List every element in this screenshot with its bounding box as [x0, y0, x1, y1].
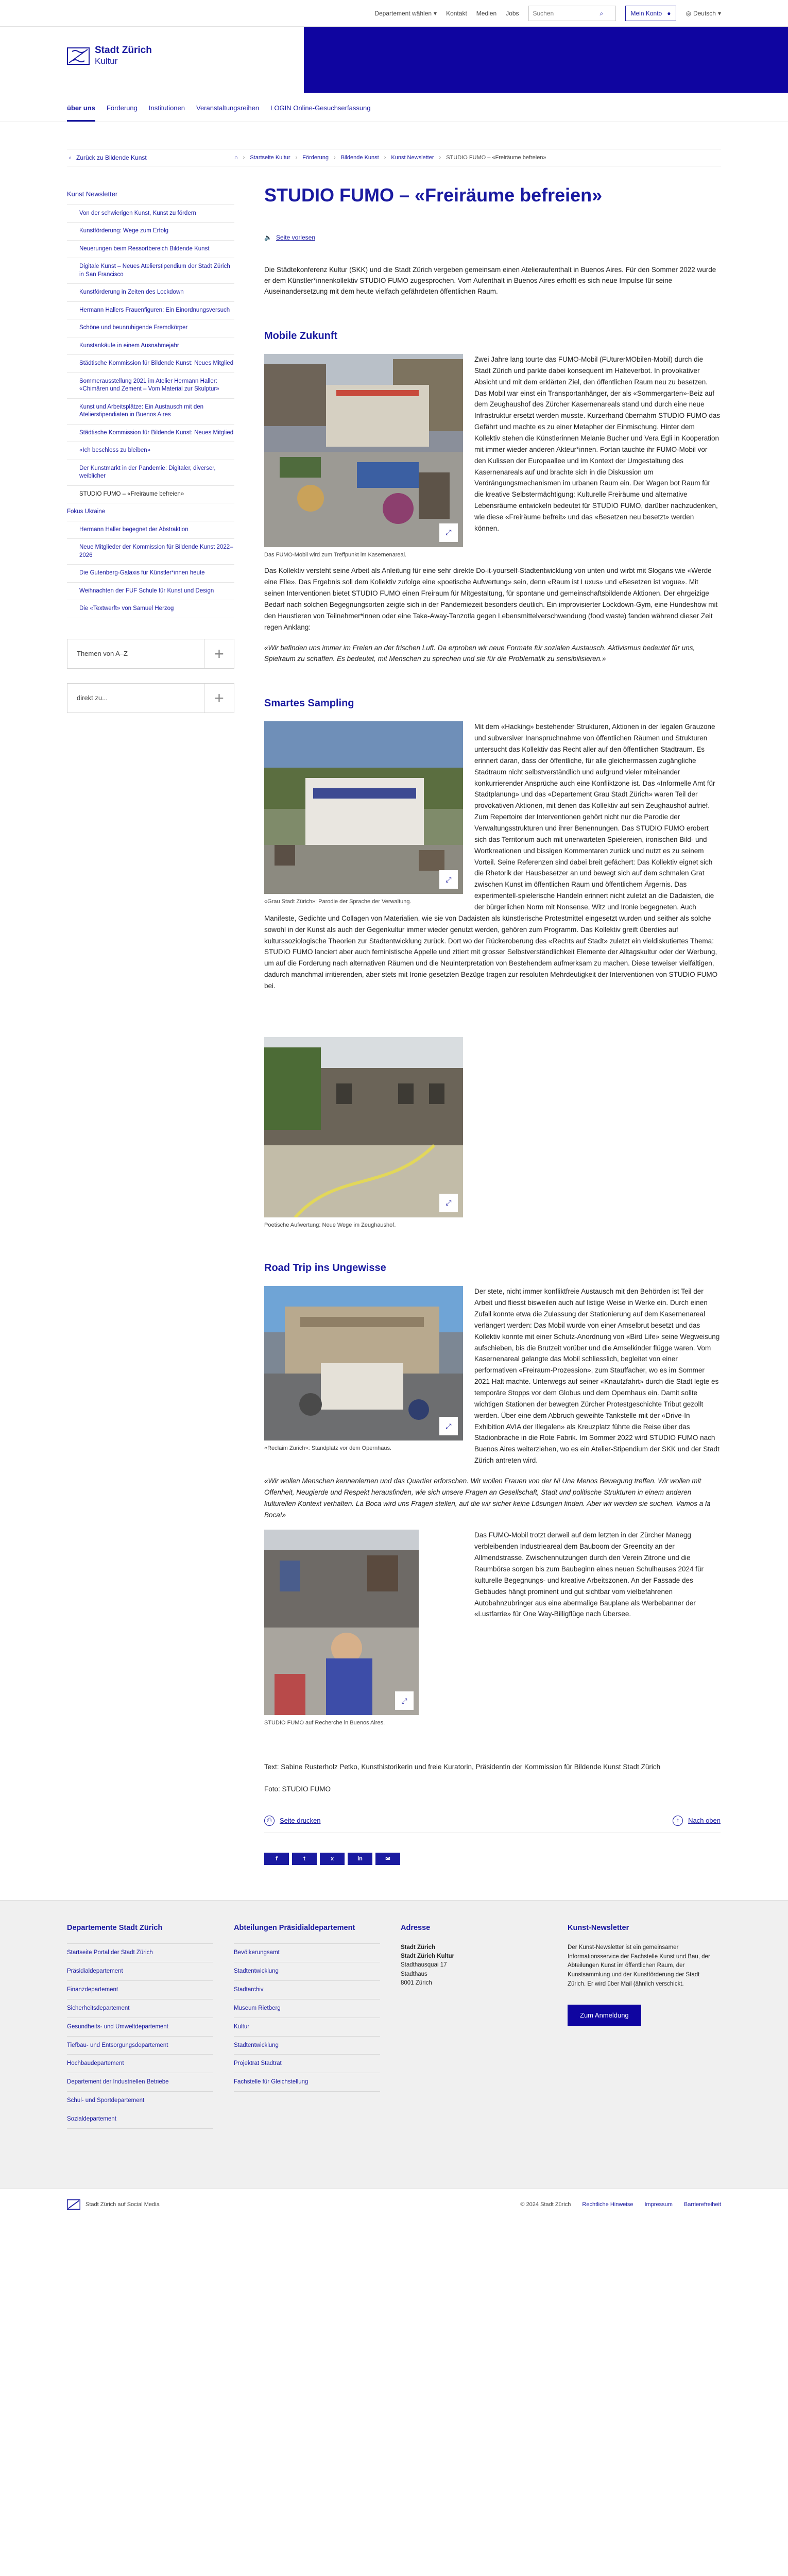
photo-fumo-mobil[interactable]: [264, 354, 463, 547]
search-icon[interactable]: ⌕: [599, 10, 604, 17]
sidebar-item[interactable]: Hermann Hallers Frauenfiguren: Ein Einordnungsversuch: [67, 302, 234, 320]
sidebar-item[interactable]: Kunst und Arbeitsplätze: Ein Austausch mit den Atelierstipendiaten in Buenos Aires: [67, 399, 234, 425]
linkedin-icon[interactable]: in: [348, 1853, 372, 1865]
footer-link[interactable]: Stadtarchiv: [234, 1981, 380, 1999]
footer-heading: Departemente Stadt Zürich: [67, 1924, 163, 1932]
contact-link[interactable]: Kontakt: [446, 10, 467, 17]
photo-grau-stadt[interactable]: [264, 721, 463, 894]
figure-caption: STUDIO FUMO auf Recherche in Buenos Aires.: [264, 1720, 385, 1726]
footer-link[interactable]: Schul- und Sportdepartement: [67, 2092, 213, 2110]
back-link[interactable]: [67, 153, 234, 162]
photo-image: [264, 354, 463, 547]
speaker-icon: 🔈: [264, 234, 272, 242]
footer-link[interactable]: Departement der Industriellen Betriebe: [67, 2073, 213, 2092]
footer-divisions: [234, 1923, 380, 2129]
footer-link[interactable]: Sicherheitsdepartement: [67, 1999, 213, 2018]
direct-to-dropdown-label: direkt zu...: [77, 694, 108, 702]
footer-heading: Kunst-Newsletter: [568, 1924, 629, 1932]
credits: [264, 1761, 721, 1795]
sidebar-item[interactable]: Kunstförderung in Zeiten des Lockdown: [67, 284, 234, 302]
footer-link[interactable]: Projektrat Stadtrat: [234, 2055, 380, 2073]
section-title: Road Trip ins Ungewisse: [264, 1262, 386, 1274]
address-department: Stadt Zürich Kultur: [401, 1953, 455, 1960]
social-media-label: Stadt Zürich auf Social Media: [85, 2201, 160, 2208]
photo-zeughaushof[interactable]: [264, 1037, 463, 1217]
breadcrumb-separator: ›: [334, 154, 336, 161]
newsletter-subscribe-button[interactable]: Zum Anmeldung: [568, 2005, 641, 2026]
user-icon: ●: [667, 10, 671, 17]
breadcrumb-current: STUDIO FUMO – «Freiräume befreien»: [446, 154, 546, 161]
jobs-link[interactable]: Jobs: [506, 10, 519, 17]
zoom-icon[interactable]: ⤢: [395, 1691, 414, 1710]
brand-color-bar: [304, 27, 788, 93]
logo-title: Stadt Zürich: [95, 45, 152, 56]
plus-icon: +: [204, 639, 234, 669]
breadcrumb-separator: ›: [243, 154, 245, 161]
utility-bar: [0, 0, 788, 27]
section-title: Smartes Sampling: [264, 698, 354, 709]
page-title: STUDIO FUMO – «Freiräume befreien»: [264, 184, 603, 206]
paragraph: Das Kollektiv versteht seine Arbeit als Anleitung für eine sehr direkte Do-it-yourself-Stadtentwicklung von unten und wirbt mit Slogans wie «Werde eine Elle». Das Ergebnis soll dem Kollektiv zufolge eine «poetische Aufwertung» sein, denn «Raum ist Luxus» und «Besetzen ist vogue». Mit seinen Interventionen bietet STUDIO FUMO einen Freiraum für Mitgestaltung, für spontane und gemeinschaftsbildende Aktionen. Der ehrgeizige Bedarf nach solchen Begegnungsorten zeigte sich in der Pandemiezeit besonders deutlich. Ein improvisierter Lockdown-Gym, eine Hundeshow mit den Haustieren von Teilnehmer*innen oder eine Take-Away-Tanzotla gegen Lebensmittelverschwendung (food waste) fanden während dieser Zeit regen Anklang:: [264, 567, 718, 631]
language-select[interactable]: [686, 9, 721, 18]
sidebar-item[interactable]: Kunstförderung: Wege zum Erfolg: [67, 223, 234, 241]
breadcrumb-item[interactable]: Förderung: [302, 154, 329, 161]
figure-caption: Poetische Aufwertung: Neue Wege im Zeughaushof.: [264, 1222, 396, 1228]
xing-icon[interactable]: x: [320, 1853, 345, 1865]
topics-dropdown-label: Themen von A–Z: [77, 650, 128, 658]
twitter-icon[interactable]: t: [292, 1853, 317, 1865]
search-box: [528, 6, 616, 21]
sidebar-item[interactable]: Der Kunstmarkt in der Pandemie: Digitaler, diverser, weiblicher: [67, 460, 234, 486]
photo-buenos-aires[interactable]: [264, 1530, 419, 1715]
breadcrumb: [234, 154, 721, 162]
nav-item-funding[interactable]: Förderung: [106, 104, 138, 112]
breadcrumb-item[interactable]: Bildende Kunst: [340, 154, 379, 161]
figure: [264, 1530, 463, 1727]
footer-link[interactable]: Bevölkerungsamt: [234, 1943, 380, 1962]
breadcrumb-item[interactable]: Kunst Newsletter: [391, 154, 434, 161]
logo-subtitle: Kultur: [95, 56, 118, 66]
imprint-link[interactable]: Impressum: [644, 2201, 673, 2208]
department-select[interactable]: [374, 9, 437, 18]
zurich-crest-icon: [67, 2199, 80, 2210]
account-button[interactable]: [625, 6, 677, 21]
footer-link[interactable]: Hochbaudepartement: [67, 2055, 213, 2073]
footer-link[interactable]: Gesundheits- und Umweltdepartement: [67, 2018, 213, 2037]
address-block: [401, 1943, 547, 1988]
photo-image: [264, 721, 463, 894]
footer-heading: Abteilungen Präsidialdepartement: [234, 1924, 355, 1932]
figure: [264, 1037, 463, 1229]
site-logo[interactable]: [67, 45, 152, 66]
sidebar-item[interactable]: Hermann Haller begegnet der Abstraktion: [67, 521, 234, 539]
chevron-down-icon: ▾: [717, 10, 721, 17]
breadcrumb-item[interactable]: Startseite Kultur: [250, 154, 290, 161]
print-button[interactable]: [264, 1816, 321, 1826]
sidebar-item[interactable]: Digitale Kunst – Neues Atelierstipendium der Stadt Zürich in San Francisco: [67, 258, 234, 284]
legal-notice-link[interactable]: Rechtliche Hinweise: [582, 2201, 633, 2208]
credit-text: Text: Sabine Rusterholz Petko, Kunsthistorikerin und freie Kuratorin, Präsidentin der Kommission für Bildende Kunst Stadt Zürich: [264, 1762, 661, 1771]
address-building: Stadthaus: [401, 1971, 427, 1977]
footer-list: [67, 1943, 213, 2129]
topics-dropdown[interactable]: [67, 639, 234, 669]
sidebar-item[interactable]: Die Gutenberg-Galaxis für Künstler*innen heute: [67, 565, 234, 583]
read-aloud-button[interactable]: [264, 233, 721, 242]
search-input[interactable]: [533, 10, 600, 17]
footer-address: [401, 1923, 547, 2129]
zoom-icon[interactable]: ⤢: [439, 1194, 458, 1212]
sidebar-item[interactable]: Städtische Kommission für Bildende Kunst: Neues Mitglied: [67, 355, 234, 373]
nav-item-series[interactable]: Veranstaltungsreihen: [196, 104, 260, 112]
sidebar-item[interactable]: Neue Mitglieder der Kommission für Bildende Kunst 2022–2026: [67, 539, 234, 565]
newsletter-text: Der Kunst-Newsletter ist ein gemeinsamer Informationsservice der Fachstelle Kunst und Bau, der Abteilungen Kunst im öffentlichen Raum, der Kunstsammlung und der Kunstförderung der Stadt Zürich. Er wird über Mail (ähnlich verschickt.: [568, 1944, 710, 1988]
read-aloud-label: Seite vorlesen: [276, 234, 315, 242]
footer-link[interactable]: Sozialdepartement: [67, 2110, 213, 2129]
footer-link[interactable]: Kultur: [234, 2018, 380, 2037]
footer-link[interactable]: Startseite Portal der Stadt Zürich: [67, 1943, 213, 1962]
main-navigation: [0, 93, 788, 122]
footer-list: [234, 1943, 380, 2092]
copyright: © 2024 Stadt Zürich: [520, 2201, 571, 2208]
sidebar-item[interactable]: Schöne und beunruhigende Fremdkörper: [67, 319, 234, 337]
photo-opernhaus[interactable]: [264, 1286, 463, 1440]
article-intro: Die Städtekonferenz Kultur (SKK) und die Stadt Zürich vergeben gemeinsam einen Atelieraufenthalt in Buenos Aires. Für den Sommer 2022 wurde er dem Künstler*innenkollektiv STUDIO FUMO zugesprochen. Vom Aufenthalt in Buenos Aires erhofft es sich neue Impulse für seine Auseinandersetzung mit dem heute vielfach gefährdeten öffentlichen Raum.: [264, 266, 716, 296]
photo-image: [264, 1037, 463, 1217]
zoom-icon[interactable]: ⤢: [439, 1417, 458, 1435]
social-media-link[interactable]: [67, 2199, 160, 2210]
print-label: Seite drucken: [280, 1816, 321, 1824]
sidebar-item[interactable]: Weihnachten der FUF Schule für Kunst und Design: [67, 583, 234, 601]
page-actions: [264, 1812, 721, 1833]
footer-newsletter: [568, 1923, 714, 2129]
footer-link[interactable]: Stadtentwicklung: [234, 1962, 380, 1981]
breadcrumb-separator: ›: [384, 154, 386, 161]
nav-item-login[interactable]: LOGIN Online-Gesuchserfassung: [270, 104, 371, 112]
sidebar-item[interactable]: Die «Textwerft» von Samuel Herzog: [67, 600, 234, 618]
address-name: Stadt Zürich: [401, 1944, 436, 1951]
plus-icon: +: [204, 683, 234, 713]
facebook-icon[interactable]: f: [264, 1853, 289, 1865]
sidebar-item[interactable]: Sommerausstellung 2021 im Atelier Hermann Haller: «Chimären und Zement – Vom Material zur Skulptur»: [67, 373, 234, 399]
zoom-icon[interactable]: ⤢: [439, 523, 458, 542]
globe-icon: ◎: [686, 10, 691, 17]
back-link-label: Zurück zu Bildende Kunst: [76, 154, 147, 161]
breadcrumb-row: [67, 149, 721, 166]
photo-image: [264, 1286, 463, 1440]
bottom-bar: [0, 2189, 788, 2225]
accessibility-link[interactable]: Barrierefreiheit: [683, 2201, 721, 2208]
photo-image: [264, 1530, 419, 1715]
site-header: [0, 27, 788, 93]
zoom-icon[interactable]: ⤢: [439, 870, 458, 889]
figure-caption: «Reclaim Zurich»: Standplatz vor dem Opernhaus.: [264, 1445, 392, 1452]
figure: [264, 721, 463, 906]
figure-caption: «Grau Stadt Zürich»: Parodie der Sprache der Verwaltung.: [264, 899, 412, 905]
sidebar-item[interactable]: Kunstankäufe in einem Ausnahmejahr: [67, 337, 234, 355]
back-to-top-button[interactable]: [673, 1816, 721, 1826]
section-title: Mobile Zukunft: [264, 330, 338, 342]
home-icon[interactable]: ⌂: [234, 154, 238, 161]
quote: «Wir befinden uns immer im Freien an der frischen Luft. Da erproben wir neue Formate für sozialen Austausch. Aktivismus bedeutet für uns, Spielraum zu schaffen. Es bedeutet, mit Menschen zu sprechen und sie für die Problematik zu sensibilisieren.»: [264, 643, 695, 663]
figure: [264, 1286, 463, 1452]
site-footer: [0, 1900, 788, 2189]
paragraph: Der stete, nicht immer konfliktfreie Austausch mit den Behörden ist Teil der Arbeit und fliesst bisweilen auch auf listige Weise in Werke ein. Durch einen Zufall konnte etwa die Zulassung der Stationierung auf dem Kasernenareal verlängert werden: Das Mobil wurde von einer Amselbrut besetzt und das Kollektiv konnte mit einer Schutz-Anordnung von «Bird Life» seine Wegweisung aufschieben, bis die Brutzeit vorüber und die Amselkinder flügge waren. Vom Kasernenareal gelangte das Mobil schliesslich, begleitet von einer performativen «Freiraum-Prozession», zum Stauffacher, wo es im Sommer 2021 Halt machte. Unterwegs auf seiner «Knautzfahrt» durch die Stadt legte es temporäre Stopps vor dem Globus und dem Opernhaus ein. Damit sollte wichtigen Stationen der bewegten Zürcher Protestgeschichte Tribut gezollt werden. Über eine dem Abbruch geweihte Tankstelle mit der «Drive-In Exhibition AVIA der Illegalen» als Kreuzplatz führte die Reise über das Stadionbrache in die Rote Fabrik. Im Sommer 2022 wird STUDIO FUMO nach Buenos Aires weiterziehen, wo es ein Atelier-Stipendium der SKK und der Stadt Zürich antreten wird.: [474, 1287, 720, 1465]
footer-link[interactable]: Finanzdepartement: [67, 1981, 213, 1999]
footer-link[interactable]: Präsidialdepartement: [67, 1962, 213, 1981]
sidebar: [67, 180, 234, 1865]
chevron-left-icon: ‹: [69, 154, 71, 161]
legal-links: [520, 2200, 721, 2209]
email-icon[interactable]: ✉: [375, 1853, 400, 1865]
sidebar-item[interactable]: Neuerungen beim Ressortbereich Bildende Kunst: [67, 241, 234, 259]
article: [264, 180, 721, 1865]
nav-item-institutions[interactable]: Institutionen: [148, 104, 185, 112]
paragraph: Zwei Jahre lang tourte das FUMO-Mobil (FUturerMObilen-Mobil) durch die Stadt Zürich und parkte dabei konsequent im Halteverbot. In provokativer Absicht und mit dem erklärten Ziel, den öffentlichen Raum neu zu besetzen. Das Mobil war einst ein Transportanhänger, der als «Sommergarten»-Beiz auf dem Zeughaushof des Zürcher Kasernenareals stand und durch eine neue Infrastruktur ersetzt werden musste. Kurzerhand übernahm STUDIO FUMO das Gefährt und machte es zu einer Metapher der Einmischung. Hinter dem Kollektiv stehen die Künstlerinnen Melanie Bucher und Vera Egli in Kooperation mit immer wieder anderen Akteur*innen. Fortan tauchte ihr FUMO-Mobil vor den Kulissen der Europaallee und im Kontext der Umgestaltung des Kasernenareals auf und brachte sich in die Diskussion um Verdrängungsmechanismen im urbanen Raum ein. Der Wagen bot Raum für die kreative Selbstermächtigung: Kulturelle Freiräume und alternative Lebensräume entwickeln bedeutet für STUDIO FUMO, darüber nachzudenken, wie diese «Freiräume befreit» und das «Besetzen neu besetzt» werden können.: [474, 355, 721, 532]
sidebar-item[interactable]: «Ich beschloss zu bleiben»: [67, 442, 234, 460]
media-link[interactable]: Medien: [476, 10, 497, 17]
sidebar-heading[interactable]: Kunst Newsletter: [67, 180, 234, 205]
figure: [264, 354, 463, 559]
breadcrumb-separator: ›: [439, 154, 441, 161]
nav-item-about[interactable]: über uns: [67, 103, 95, 122]
sidebar-item[interactable]: Fokus Ukraine: [67, 503, 234, 521]
department-select-label: Departement wählen: [374, 10, 432, 17]
account-label: Mein Konto: [630, 10, 662, 17]
breadcrumb-separator: ›: [295, 154, 298, 161]
paragraph: Mit dem «Hacking» bestehender Strukturen, Aktionen in der legalen Grauzone und subversiver Inanspruchnahme von öffentlichen Räumen und Strukturen untersucht das Kollektiv das Recht aller auf den öffentlichen Stadtraum. Es erinnert daran, dass der öffentliche, für alle gleichermassen zugängliche Stadtraum nicht selbstverständlich und aufgrund vieler miteinander konkurrierender Ansprüche auch eine Konfliktzone ist. Das «Informelle Amt für Stadtplanung» und das «Departement Grau Stadt Zürich» waren Teil der provokativen Aktionen, mit denen das Kollektiv auf sein Zeughaushof aufrief. Zum Repertoire der Interventionen gehört nicht nur die Parodie der Verwaltungsstrukturen und ihrer Benennungen. Das STUDIO FUMO erobert sich das Territorium auch mit unerwarteten Spielereien, ironischen Bild- und Wortkreationen und bissigen Kommentaren zurück und nutzt es zu seinem Vorteil. Seine Referenzen sind dabei breit gefächert: Das Kollektiv eignet sich die Rhetorik der Hausbesetzer an und bewegt sich auf dem schmalen Grat zwischen Kunst im öffentlichen Raum und öffentlichem Ärgernis. Das experimentell-spielerische Handeln erinnert nicht zuletzt an die Dadaisten, die der bürgerlichen Norm mit Nonsense, Witz und Ironie begegneten. Auch Manifeste, Gedichte und Collagen von Materialien, wie sie von Dadaisten als künstlerische Protestmittel eingesetzt wurden und seither als solche sowohl in der Kunst als auch der Gegenkultur immer wieder genutzt werden, gehören zum Programm. Das Kollektiv greift überdies auf kulturssoziologische Theorien zur Stadtentwicklung zurück. Dort wo der Rückeroberung des «Rechts auf Stadt» zuletzt ein vieldiskutiertes Thema: STUDIO FUMO lanciert aber auch feministische Appelle und zitiert mit grosser Selbstverständlichkeit Elemente der Alltagskultur oder der Werbung, um auf die Forderung nach alternativen Räumen und die Neuinterpretation von Bestehendem aufmerksam zu machen. Diese teweiser vielfältigen, dadurch manchmal irritierenden, aber stets mit Ironie gesetzten Bezüge tragen zur resoluten Mehrdeutigkeit der Interventionen von STUDIO FUMO bei.: [264, 723, 718, 990]
chevron-down-icon: ▾: [434, 10, 437, 17]
footer-departments: [67, 1923, 213, 2129]
address-zip: 8001 Zürich: [401, 1979, 432, 1986]
footer-link[interactable]: Tiefbau- und Entsorgungsdepartement: [67, 2037, 213, 2055]
direct-to-dropdown[interactable]: [67, 683, 234, 713]
address-street: Stadthausquai 17: [401, 1962, 447, 1969]
sidebar-item[interactable]: STUDIO FUMO – «Freiräume befreien»: [67, 486, 234, 504]
footer-heading: Adresse: [401, 1924, 431, 1932]
figure-caption: Das FUMO-Mobil wird zum Treffpunkt im Kasernenareal.: [264, 551, 407, 558]
footer-link[interactable]: Museum Rietberg: [234, 1999, 380, 2018]
sidebar-item[interactable]: Von der schwierigen Kunst, Kunst zu fördern: [67, 205, 234, 223]
print-icon: ⎙: [264, 1816, 275, 1826]
zurich-crest-icon: [67, 47, 90, 65]
footer-link[interactable]: Stadtentwicklung: [234, 2037, 380, 2055]
paragraph: Das FUMO-Mobil trotzt derweil auf dem letzten in der Zürcher Manegg verbleibenden Industrieareal dem Bauboom der Greencity an der Allmendstrasse. Zwischennutzungen durch den Verein Zitrone und die Raumbörse sorgen bis zum Baubeginn eines neuen Schulhauses 2024 für kulturelle Begegnungs- und kreative Arbeitszonen. An der Fassade des Gebäudes hängt prominent und gut sichtbar vom vielbefahrenen Autobahnzubringer aus eine abermalige Bauplane als Werbebanner der «Lustfarrie» für One Way-Billigflüge nach Übersee.: [474, 1531, 704, 1618]
share-buttons: [264, 1853, 721, 1865]
credit-photo: Foto: STUDIO FUMO: [264, 1785, 331, 1793]
sidebar-list: [67, 205, 234, 618]
quote: «Wir wollen Menschen kennenlernen und das Quartier erforschen. Wir wollen Frauen von der Ni Una Menos Bewegung treffen. Wir wollen mit Offenheit, Neugierde und Respekt herausfinden, wie sich unsere Fragen an Gesellschaft, Stadt und politische Strukturen in einem anderen kulturellen Kontext verhalten. La Boca wird uns Fragen stellen, auf die wir sicher keine Lösungen finden. Aber wir werden sie suchen. Vamos a la Boca!»: [264, 1477, 711, 1519]
sidebar-item[interactable]: Städtische Kommission für Bildende Kunst: Neues Mitglied: [67, 425, 234, 443]
language-label: Deutsch: [693, 10, 716, 17]
footer-link[interactable]: Fachstelle für Gleichstellung: [234, 2073, 380, 2092]
arrow-up-icon: ↑: [673, 1816, 683, 1826]
back-to-top-label: Nach oben: [688, 1816, 721, 1824]
